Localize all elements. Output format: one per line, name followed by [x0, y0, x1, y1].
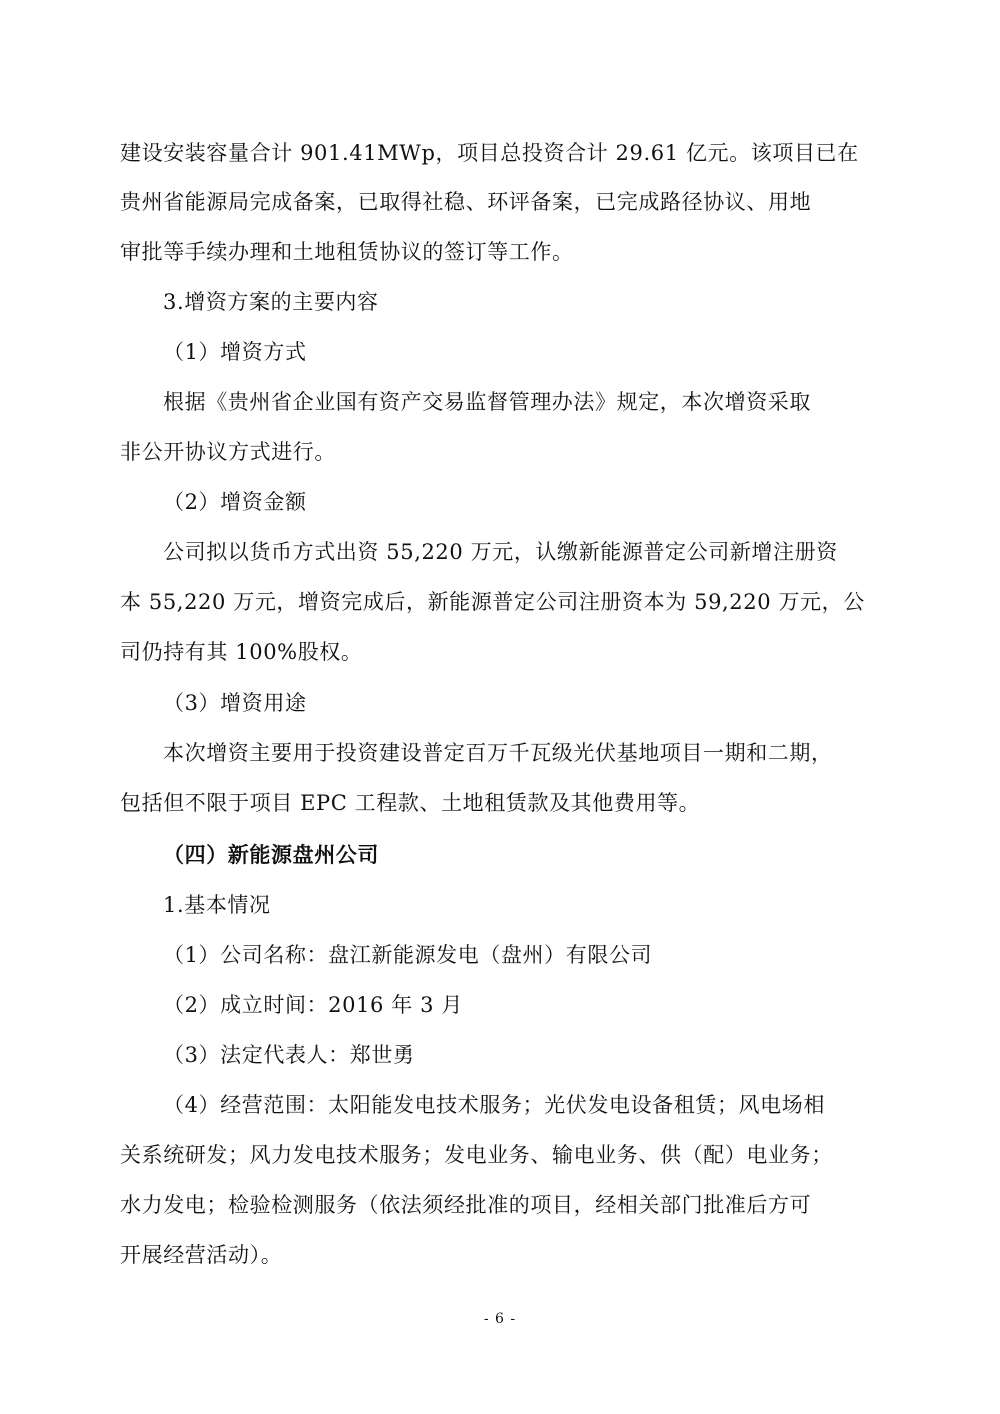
subsection-heading: （3）增资用途: [163, 691, 307, 715]
subsection-heading: （2）增资金额: [163, 490, 307, 514]
paragraph-line: 司仍持有其 100%股权。: [120, 640, 363, 664]
section-heading: 1.基本情况: [163, 893, 271, 917]
paragraph-line: 根据《贵州省企业国有资产交易监督管理办法》规定，本次增资采取: [163, 390, 811, 414]
list-item: （4）经营范围：太阳能发电技术服务；光伏发电设备租赁；风电场相: [163, 1093, 825, 1117]
section-heading: （四）新能源盘州公司: [163, 842, 379, 867]
paragraph-line: 非公开协议方式进行。: [120, 440, 336, 464]
paragraph-line: 审批等手续办理和土地租赁协议的签订等工作。: [120, 240, 574, 264]
paragraph-line: 开展经营活动）。: [120, 1243, 283, 1267]
paragraph-line: 关系统研发；风力发电技术服务；发电业务、输电业务、供（配）电业务；: [120, 1143, 833, 1167]
paragraph-line: 本次增资主要用于投资建设普定百万千瓦级光伏基地项目一期和二期，: [163, 741, 833, 765]
paragraph-line: 建设安装容量合计 901.41MWp，项目总投资合计 29.61 亿元。该项目已在: [120, 141, 859, 165]
list-item: （2）成立时间：2016 年 3 月: [163, 993, 463, 1017]
list-item: （1）公司名称：盘江新能源发电（盘州）有限公司: [163, 943, 653, 967]
page-number: - 6 -: [483, 1311, 517, 1327]
subsection-heading: （1）增资方式: [163, 340, 307, 364]
paragraph-line: 贵州省能源局完成备案，已取得社稳、环评备案，已完成路径协议、用地: [120, 190, 812, 214]
list-item: （3）法定代表人：郑世勇: [163, 1043, 415, 1067]
paragraph-line: 包括但不限于项目 EPC 工程款、土地租赁款及其他费用等。: [120, 791, 701, 815]
paragraph-line: 水力发电；检验检测服务（依法须经批准的项目，经相关部门批准后方可: [120, 1193, 812, 1217]
paragraph-line: 公司拟以货币方式出资 55,220 万元，认缴新能源普定公司新增注册资: [163, 540, 838, 564]
section-heading: 3.增资方案的主要内容: [163, 290, 379, 314]
paragraph-line: 本 55,220 万元，增资完成后，新能源普定公司注册资本为 59,220 万元，公: [120, 590, 865, 614]
